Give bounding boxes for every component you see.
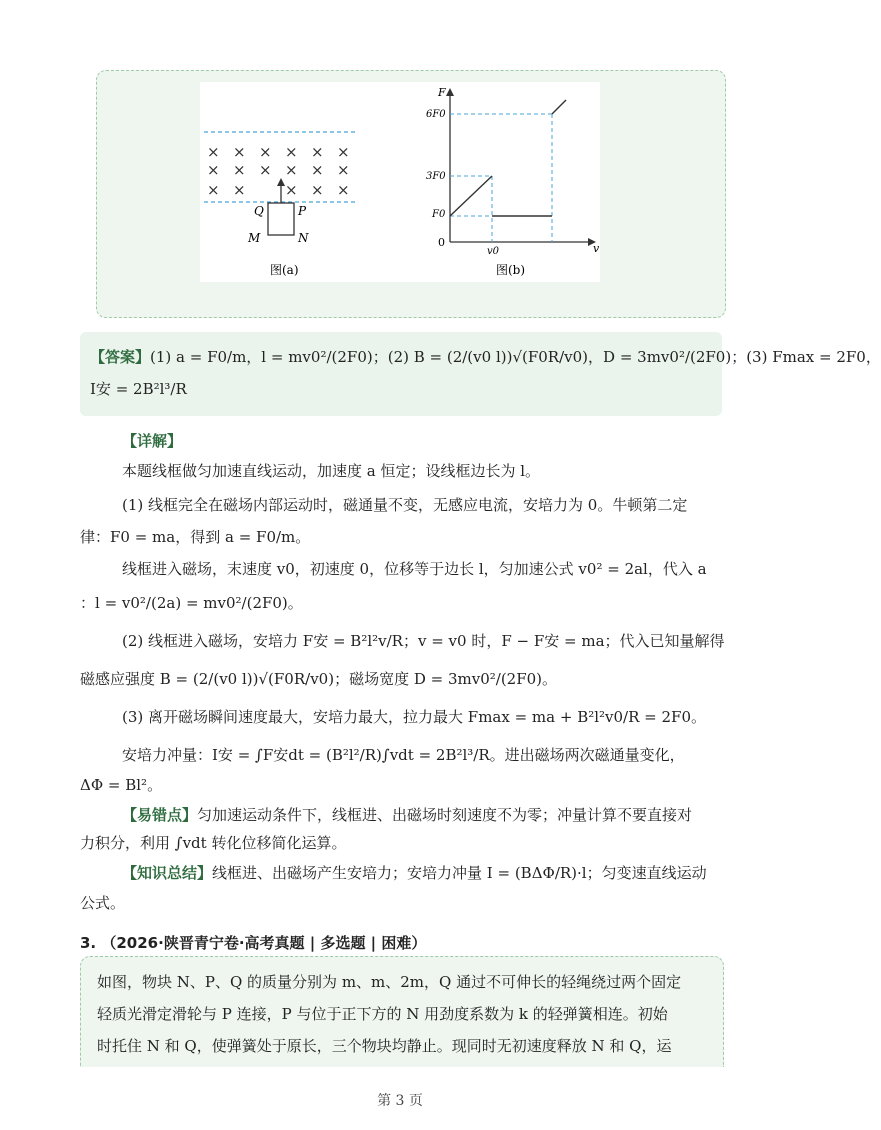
figure-svg — [200, 82, 600, 282]
field-cross: × — [207, 181, 220, 199]
graph-segment-3 — [552, 100, 566, 114]
axis-y-label: F — [438, 86, 446, 99]
label-n: N — [298, 231, 309, 245]
answer-text-2: I安 = 2B²l³/R — [90, 380, 187, 398]
field-cross: × — [259, 161, 272, 179]
field-cross: × — [285, 161, 298, 179]
detail-p4a: (2) 线框进入磁场，安培力 F安 = B²l²v/R；v = v0 时，F − F安 = ma；代入已知量解得 — [122, 632, 725, 650]
field-cross: × — [233, 161, 246, 179]
label-m: M — [248, 231, 261, 245]
summary-tag: 【知识总结】 — [122, 864, 213, 882]
detail-p4b: 磁感应强度 B = (2/(v0 l))√(F0R/v0)；磁场宽度 D = 3mv0²/(2F0)。 — [80, 670, 558, 688]
origin-label: 0 — [438, 236, 445, 249]
mistakes-line-1 — [122, 804, 692, 826]
mistakes-tag: 【易错点】 — [122, 806, 198, 824]
axis-x-label: v — [593, 242, 600, 255]
detail-p2b: 律：F0 = ma，得到 a = F0/m。 — [80, 528, 311, 546]
question-number: 3. — [80, 934, 97, 952]
y-axis-arrow — [446, 88, 454, 96]
label-q: Q — [254, 204, 264, 218]
field-cross: × — [311, 161, 324, 179]
summary-text-b: 公式。 — [80, 894, 126, 912]
field-cross: × — [311, 143, 324, 161]
field-cross: × — [311, 181, 324, 199]
tick-v0: v0 — [487, 246, 500, 257]
question-line-3: 时托住 N 和 Q，使弹簧处于原长，三个物块均静止。现同时无初速度释放 N 和 Q，运 — [97, 1037, 672, 1055]
detail-p2a: (1) 线框完全在磁场内部运动时，磁通量不变，无感应电流，安培力为 0。牛顿第二定 — [122, 496, 688, 514]
detail-p3b: ：l = v0²/(2a) = mv0²/(2F0)。 — [80, 594, 303, 612]
question-line-2: 轻质光滑定滑轮与 P 连接，P 与位于正下方的 N 用劲度系数为 k 的轻弹簧相连。初始 — [97, 1005, 668, 1023]
answer-line-1 — [90, 346, 881, 368]
detail-p3a: 线框进入磁场，末速度 v0，初速度 0，位移等于边长 l，匀加速公式 v0² = 2al，代入 a — [122, 560, 707, 578]
mistakes-text-a: 匀加速运动条件下，线框进、出磁场时刻速度不为零；冲量计算不要直接对 — [197, 806, 693, 824]
field-cross: × — [337, 161, 350, 179]
field-cross: × — [207, 143, 220, 161]
summary-text-a: 线框进、出磁场产生安培力；安培力冲量 I = (BΔΦ/R)·l；匀变速直线运动 — [212, 864, 707, 882]
detail-p6a: 安培力冲量：I安 = ∫F安dt = (B²l²/R)∫vdt = 2B²l³/R。进出磁场两次磁通量变化， — [122, 746, 685, 764]
field-cross: × — [285, 143, 298, 161]
question-header — [80, 932, 426, 953]
coil-frame — [268, 203, 294, 235]
page-footer: 第 3 页 — [377, 1093, 423, 1109]
detail-p5: (3) 离开磁场瞬间速度最大，安培力最大，拉力最大 Fmax = ma + B²l²v0/R = 2F0。 — [122, 708, 707, 726]
field-cross: × — [337, 181, 350, 199]
question-line-1: 如图，物块 N、P、Q 的质量分别为 m、m、2m，Q 通过不可伸长的轻绳绕过两个固定 — [97, 973, 682, 991]
answer-tag: 【答案】 — [90, 348, 151, 366]
answer-box — [80, 332, 881, 416]
field-cross: × — [233, 181, 246, 199]
caption-a: 图(a) — [270, 263, 299, 277]
magnetic-field-crosses — [207, 143, 350, 199]
field-cross: × — [259, 143, 272, 161]
label-p: P — [298, 204, 307, 218]
detail-tag: 【详解】 — [122, 432, 183, 450]
velocity-arrowhead — [277, 178, 285, 186]
detail-p6b: ΔΦ = Bl²。 — [80, 776, 163, 794]
field-cross: × — [337, 143, 350, 161]
graph-segment-1 — [450, 176, 492, 216]
tick-6f0: 6F0 — [426, 109, 446, 120]
figure-panel — [200, 82, 600, 282]
detail-p1: 本题线框做匀加速直线运动，加速度 a 恒定；设线框边长为 l。 — [122, 462, 541, 480]
mistakes-text-b: 力积分，利用 ∫vdt 转化位移简化运算。 — [80, 834, 347, 852]
answer-line-2 — [90, 378, 187, 400]
question-source: （2026·陕晋青宁卷·高考真题 | 多选题 | 困难） — [101, 934, 427, 952]
tick-f0: F0 — [432, 209, 446, 220]
field-cross: × — [285, 181, 298, 199]
answer-text-1: (1) a = F0/m，l = mv0²/(2F0)；(2) B = (2/(v0 l))√(F0R/v0)，D = 3mv0²/(2F0)；(3) Fmax = 2F0， — [150, 348, 881, 366]
tick-3f0: 3F0 — [426, 171, 446, 182]
summary-line-1 — [122, 862, 707, 884]
field-cross: × — [233, 143, 246, 161]
caption-b: 图(b) — [496, 263, 526, 277]
field-cross: × — [207, 161, 220, 179]
question-box — [80, 956, 724, 1067]
